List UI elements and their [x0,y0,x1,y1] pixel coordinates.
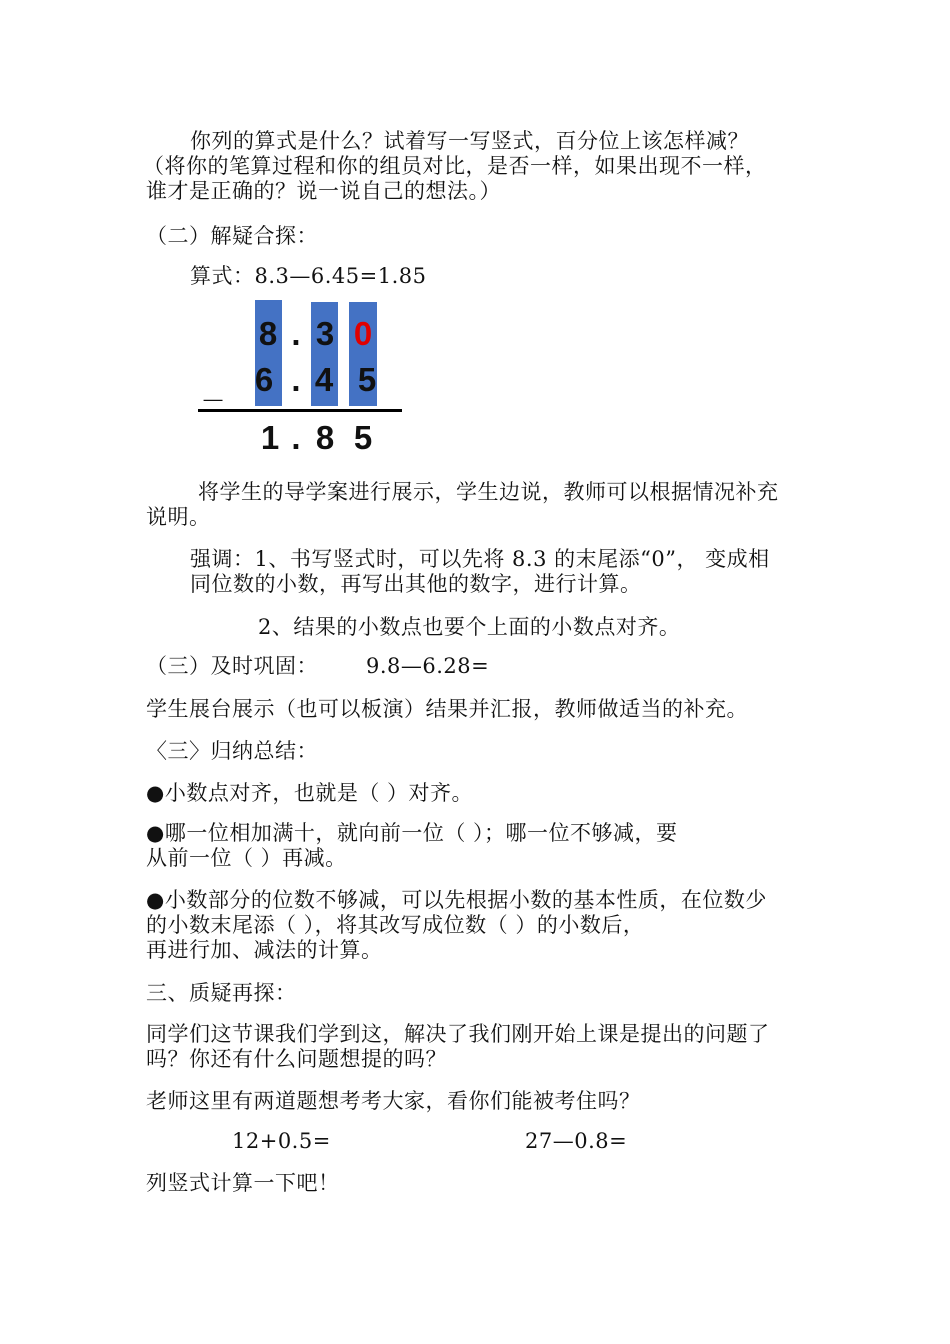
emphasis-line-2: 同位数的小数，再写出其他的数字，进行计算。 [190,572,642,596]
problem-1: 12+0.5= [232,1129,331,1153]
bottom-digit-tenths: 4 [314,361,334,398]
section-3-heading: （三）及时巩固： [146,654,318,678]
intro-line-1: 你列的算式是什么？试着写一写竖式，百分位上该怎样减？ [190,129,749,153]
summary-bullet-3-line-3: 再进行加、减法的计算。 [146,938,383,962]
result-digit-tenths: 8 [315,419,335,456]
section-3-exercise: 9.8—6.28= [366,654,490,678]
summary-bullet-3-line-1: ●小数部分的位数不够减，可以先根据小数的基本性质，在位数少 [146,888,767,912]
intro-line-2: （将你的笔算过程和你的组员对比，是否一样，如果出现不一样， [143,154,767,178]
bottom-decimal-point: . [291,361,301,398]
part-3-heading: 三、质疑再探： [146,981,297,1005]
sum-line [198,409,402,412]
section-2-formula: 算式：8.3—6.45=1.85 [190,264,427,288]
explain-line-2: 说明。 [146,505,211,529]
explain-line-1: 将学生的导学案进行展示，学生边说，教师可以根据情况补充 [198,480,779,504]
result-digit-ones: 1 [260,419,280,456]
result-decimal-point: . [291,419,301,456]
intro-line-3: 谁才是正确的？说一说自己的想法。） [146,179,501,203]
part-3-line-2: 吗？你还有什么问题想提的吗？ [146,1047,447,1071]
top-added-zero: 0 [353,315,373,352]
top-digit-tenths: 3 [315,315,335,352]
result-digit-hundredths: 5 [353,419,373,456]
summary-bullet-1: ●小数点对齐，也就是（ ）对齐。 [146,781,473,805]
bottom-digit-hundredths: 5 [357,361,377,398]
part-3-line-3: 老师这里有两道题想考考大家，看你们能被考住吗？ [146,1089,641,1113]
emphasis-line-3: 2、结果的小数点也要个上面的小数点对齐。 [258,615,681,639]
top-digit-ones: 8 [258,315,278,352]
top-decimal-point: . [291,315,301,352]
summary-bullet-2-line-2: 从前一位（ ）再减。 [146,846,347,870]
section-3-report: 学生展台展示（也可以板演）结果并汇报，教师做适当的补充。 [146,697,748,721]
summary-bullet-3-line-2: 的小数末尾添（ ），将其改写成位数（ ）的小数后， [146,913,645,937]
section-2-heading: （二）解疑合探： [146,224,318,248]
summary-bullet-2-line-1: ●哪一位相加满十，就向前一位（ ）；哪一位不够减，要 [146,821,678,845]
emphasis-line-1: 强调：1、书写竖式时，可以先将 8.3 的末尾添“0”， 变成相 [190,547,770,571]
closing-line: 列竖式计算一下吧！ [146,1171,340,1195]
minus-operator: _ [203,367,223,404]
part-3-line-1: 同学们这节课我们学到这，解决了我们刚开始上课是提出的问题了 [146,1022,770,1046]
problem-2: 27—0.8= [525,1129,628,1153]
summary-heading: 〈三〉归纳总结： [146,739,318,763]
bottom-digit-ones: 6 [254,361,274,398]
